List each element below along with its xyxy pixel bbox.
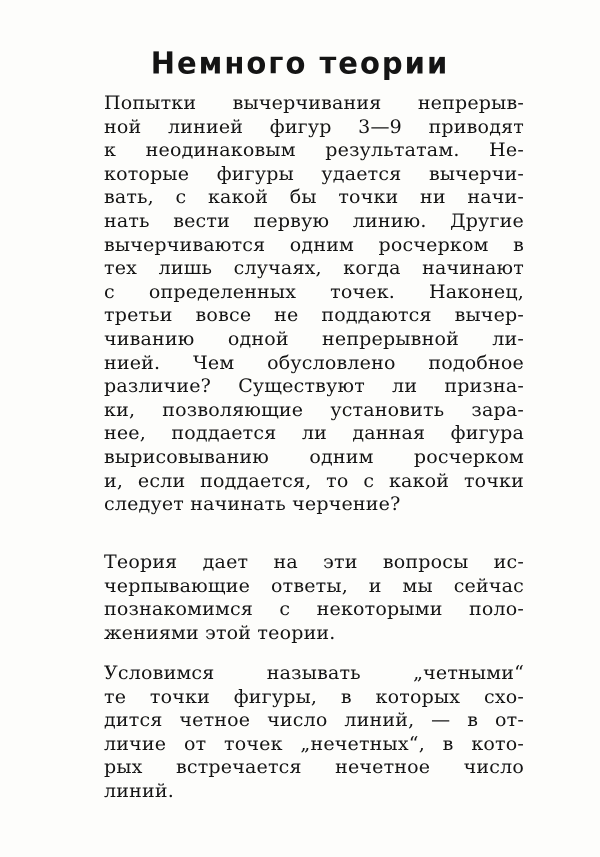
- text-line: Попытки вычерчивания непрерыв-: [104, 92, 524, 114]
- text-line: познакомимся с некоторыми поло-: [104, 598, 524, 621]
- section-title: Немного теории: [150, 45, 450, 81]
- text-line: нать вести первую линию. Другие: [104, 209, 524, 232]
- text-line: ной линией фигур 3—9 приводят: [104, 115, 524, 138]
- text-line: вычерчиваются одним росчерком в: [104, 233, 524, 256]
- text-line: ки, позволяющие установить зара-: [104, 398, 524, 421]
- text-line: жениями этой теории.: [104, 621, 336, 644]
- text-line: с определенных точек. Наконец,: [104, 280, 524, 303]
- text-line: те точки фигуры, в которых схо-: [104, 685, 524, 708]
- text-line: нией. Чем обусловлено подобное: [104, 351, 524, 374]
- text-line: дится четное число линий, — в от-: [104, 709, 524, 732]
- text-line: линий.: [104, 779, 174, 802]
- text-line: рых встречается нечетное число: [104, 756, 524, 779]
- text-line: которые фигуры удается вычерчи-: [104, 162, 524, 185]
- text-line: Условимся называть „четными“: [104, 662, 524, 684]
- text-line: личие от точек „нечетных“, в кото-: [104, 732, 524, 755]
- text-line: черпывающие ответы, и мы сейчас: [104, 574, 524, 597]
- text-line: различие? Существуют ли призна-: [104, 375, 524, 398]
- text-line: и, если поддается, то с какой точки: [104, 469, 524, 492]
- text-line: вать, с какой бы точки ни начи-: [104, 186, 524, 209]
- text-line: следует начинать черчение?: [104, 493, 401, 516]
- text-line: третьи вовсе не поддаются вычер-: [104, 304, 524, 327]
- paragraph-questions: [104, 92, 524, 517]
- paragraph-even-points: [104, 662, 524, 804]
- text-line: вырисовыванию одним росчерком: [104, 445, 524, 468]
- text-line: чиванию одной непрерывной ли-: [104, 327, 524, 350]
- paragraph-theory-answers: [104, 551, 524, 645]
- text-line: Теория дает на эти вопросы ис-: [104, 551, 524, 573]
- text-line: к неодинаковым результатам. Не-: [104, 139, 524, 162]
- text-line: тех лишь случаях, когда начинают: [104, 257, 524, 280]
- text-line: нее, поддается ли данная фигура: [104, 422, 524, 445]
